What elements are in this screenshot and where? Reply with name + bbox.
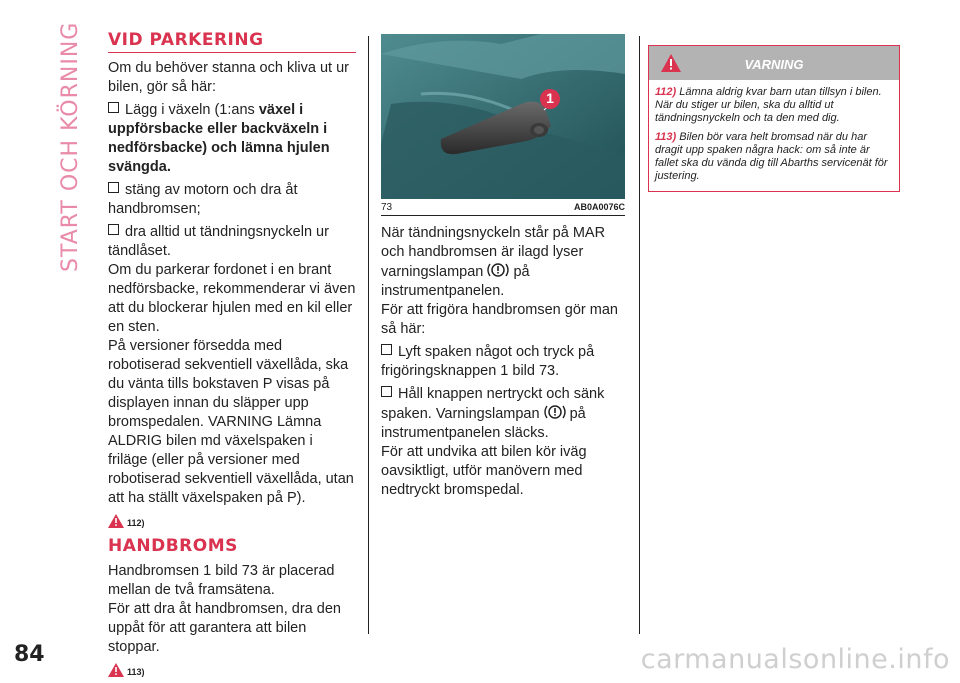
warning-body [649, 80, 899, 191]
paragraph-text: När tändningsnyckeln står på MAR och handbromsen är ilagd lyser varningslampan [381, 225, 606, 280]
warning-item-number: 113) [655, 131, 677, 143]
paragraph: För att undvika att bilen kör iväg oavsiktligt, utför manövern med nedtryckt bromspedal. [381, 444, 587, 498]
figure-code: AB0A0076C [573, 202, 625, 212]
list-item-text: dra alltid ut tändningsnyckeln ur tändlåset. [108, 224, 329, 259]
warning-item [655, 131, 893, 183]
list-item [108, 101, 356, 177]
warning-panel [648, 45, 900, 192]
figure-caption [381, 199, 625, 216]
warning-triangle-icon [108, 663, 124, 677]
warning-item-number: 112) [655, 86, 677, 98]
brake-warning-lamp-icon [544, 404, 566, 420]
list-item-text: på instrumentpanelen släcks. [381, 406, 586, 441]
warning-reference [108, 514, 356, 528]
checkbox-icon [108, 102, 119, 113]
list-item [381, 343, 629, 381]
paragraph: För att dra åt handbromsen, dra den uppåt för att garantera att bilen stoppar. [108, 601, 341, 655]
warning-reference [108, 663, 356, 677]
handbrake-illustration [381, 34, 625, 199]
warning-item-text: Bilen bör vara helt bromsad när du har dragit upp spaken några hack: om så inte är fallet ska du vända dig till Abarths servicenät för justering. [655, 131, 888, 182]
heading-handbrake: HANDBROMS [108, 536, 238, 556]
warning-item-text: Lämna aldrig kvar barn utan tillsyn i bilen. När du stiger ur bilen, ska du alltid ut tändningsnyckeln och ta den med dig. [655, 86, 882, 124]
list-item-text: Lyft spaken något och tryck på frigöringsknappen 1 bild 73. [381, 344, 595, 379]
list-item [108, 181, 356, 219]
paragraph: För att frigöra handbromsen gör man så här: [381, 302, 618, 337]
checkbox-icon [381, 386, 392, 397]
checkbox-icon [381, 344, 392, 355]
warning-header [649, 46, 899, 80]
watermark: carmanualsonline.info [640, 644, 950, 675]
paragraph: Om du behöver stanna och kliva ut ur bilen, gör så här: [108, 60, 349, 95]
list-item-text: stäng av motorn och dra åt handbromsen; [108, 182, 298, 217]
column-middle [381, 34, 629, 500]
checkbox-icon [108, 182, 119, 193]
warning-item [655, 86, 893, 125]
list-item-text: Håll knappen nertryckt och sänk spaken. Varningslampan [381, 386, 605, 422]
list-item [381, 385, 629, 443]
figure-number: 73 [381, 202, 393, 213]
column-divider [368, 36, 369, 634]
warning-triangle-icon [108, 514, 124, 528]
page-number: 84 [14, 642, 45, 667]
callout-number: 1 [546, 90, 554, 106]
warning-ref-number: 112) [127, 518, 145, 528]
list-item-text: Lägg i växeln (1:ans [125, 102, 259, 118]
chapter-title: START OCH KÖRNING [58, 21, 83, 272]
paragraph: På versioner försedda med robotiserad sekventiell växellåda, ska du vänta tills bokstaven P visas på displayen innan du släpper upp bromspedalen. VARNING Lämna ALDRIG bilen md växelspaken i friläge (eller på versioner med robotiserad sekventiell växellåda, utan att ha ställt växelspaken på P). [108, 338, 354, 506]
paragraph: Om du parkerar fordonet i en brant nedförsbacke, rekommenderar vi även att du blockerar hjulen med en kil eller en sten. [108, 262, 356, 335]
list-item [108, 223, 356, 261]
list-item-bold-text: växel i uppförsbacke eller backväxeln i nedförsbacke) och lämna hjulen svängda. [108, 102, 330, 175]
column-left [108, 30, 356, 683]
paragraph [381, 224, 629, 301]
warning-title: VARNING [744, 57, 804, 72]
paragraph-text: på instrumentpanelen. [381, 264, 530, 299]
column-divider [639, 36, 640, 634]
checkbox-icon [108, 224, 119, 235]
heading-parking: VID PARKERING [108, 30, 356, 53]
handbrake-photo [381, 34, 625, 199]
paragraph: Handbromsen 1 bild 73 är placerad mellan de två framsätena. [108, 563, 335, 598]
warning-ref-number: 113) [127, 667, 145, 677]
brake-warning-lamp-icon [487, 262, 509, 278]
